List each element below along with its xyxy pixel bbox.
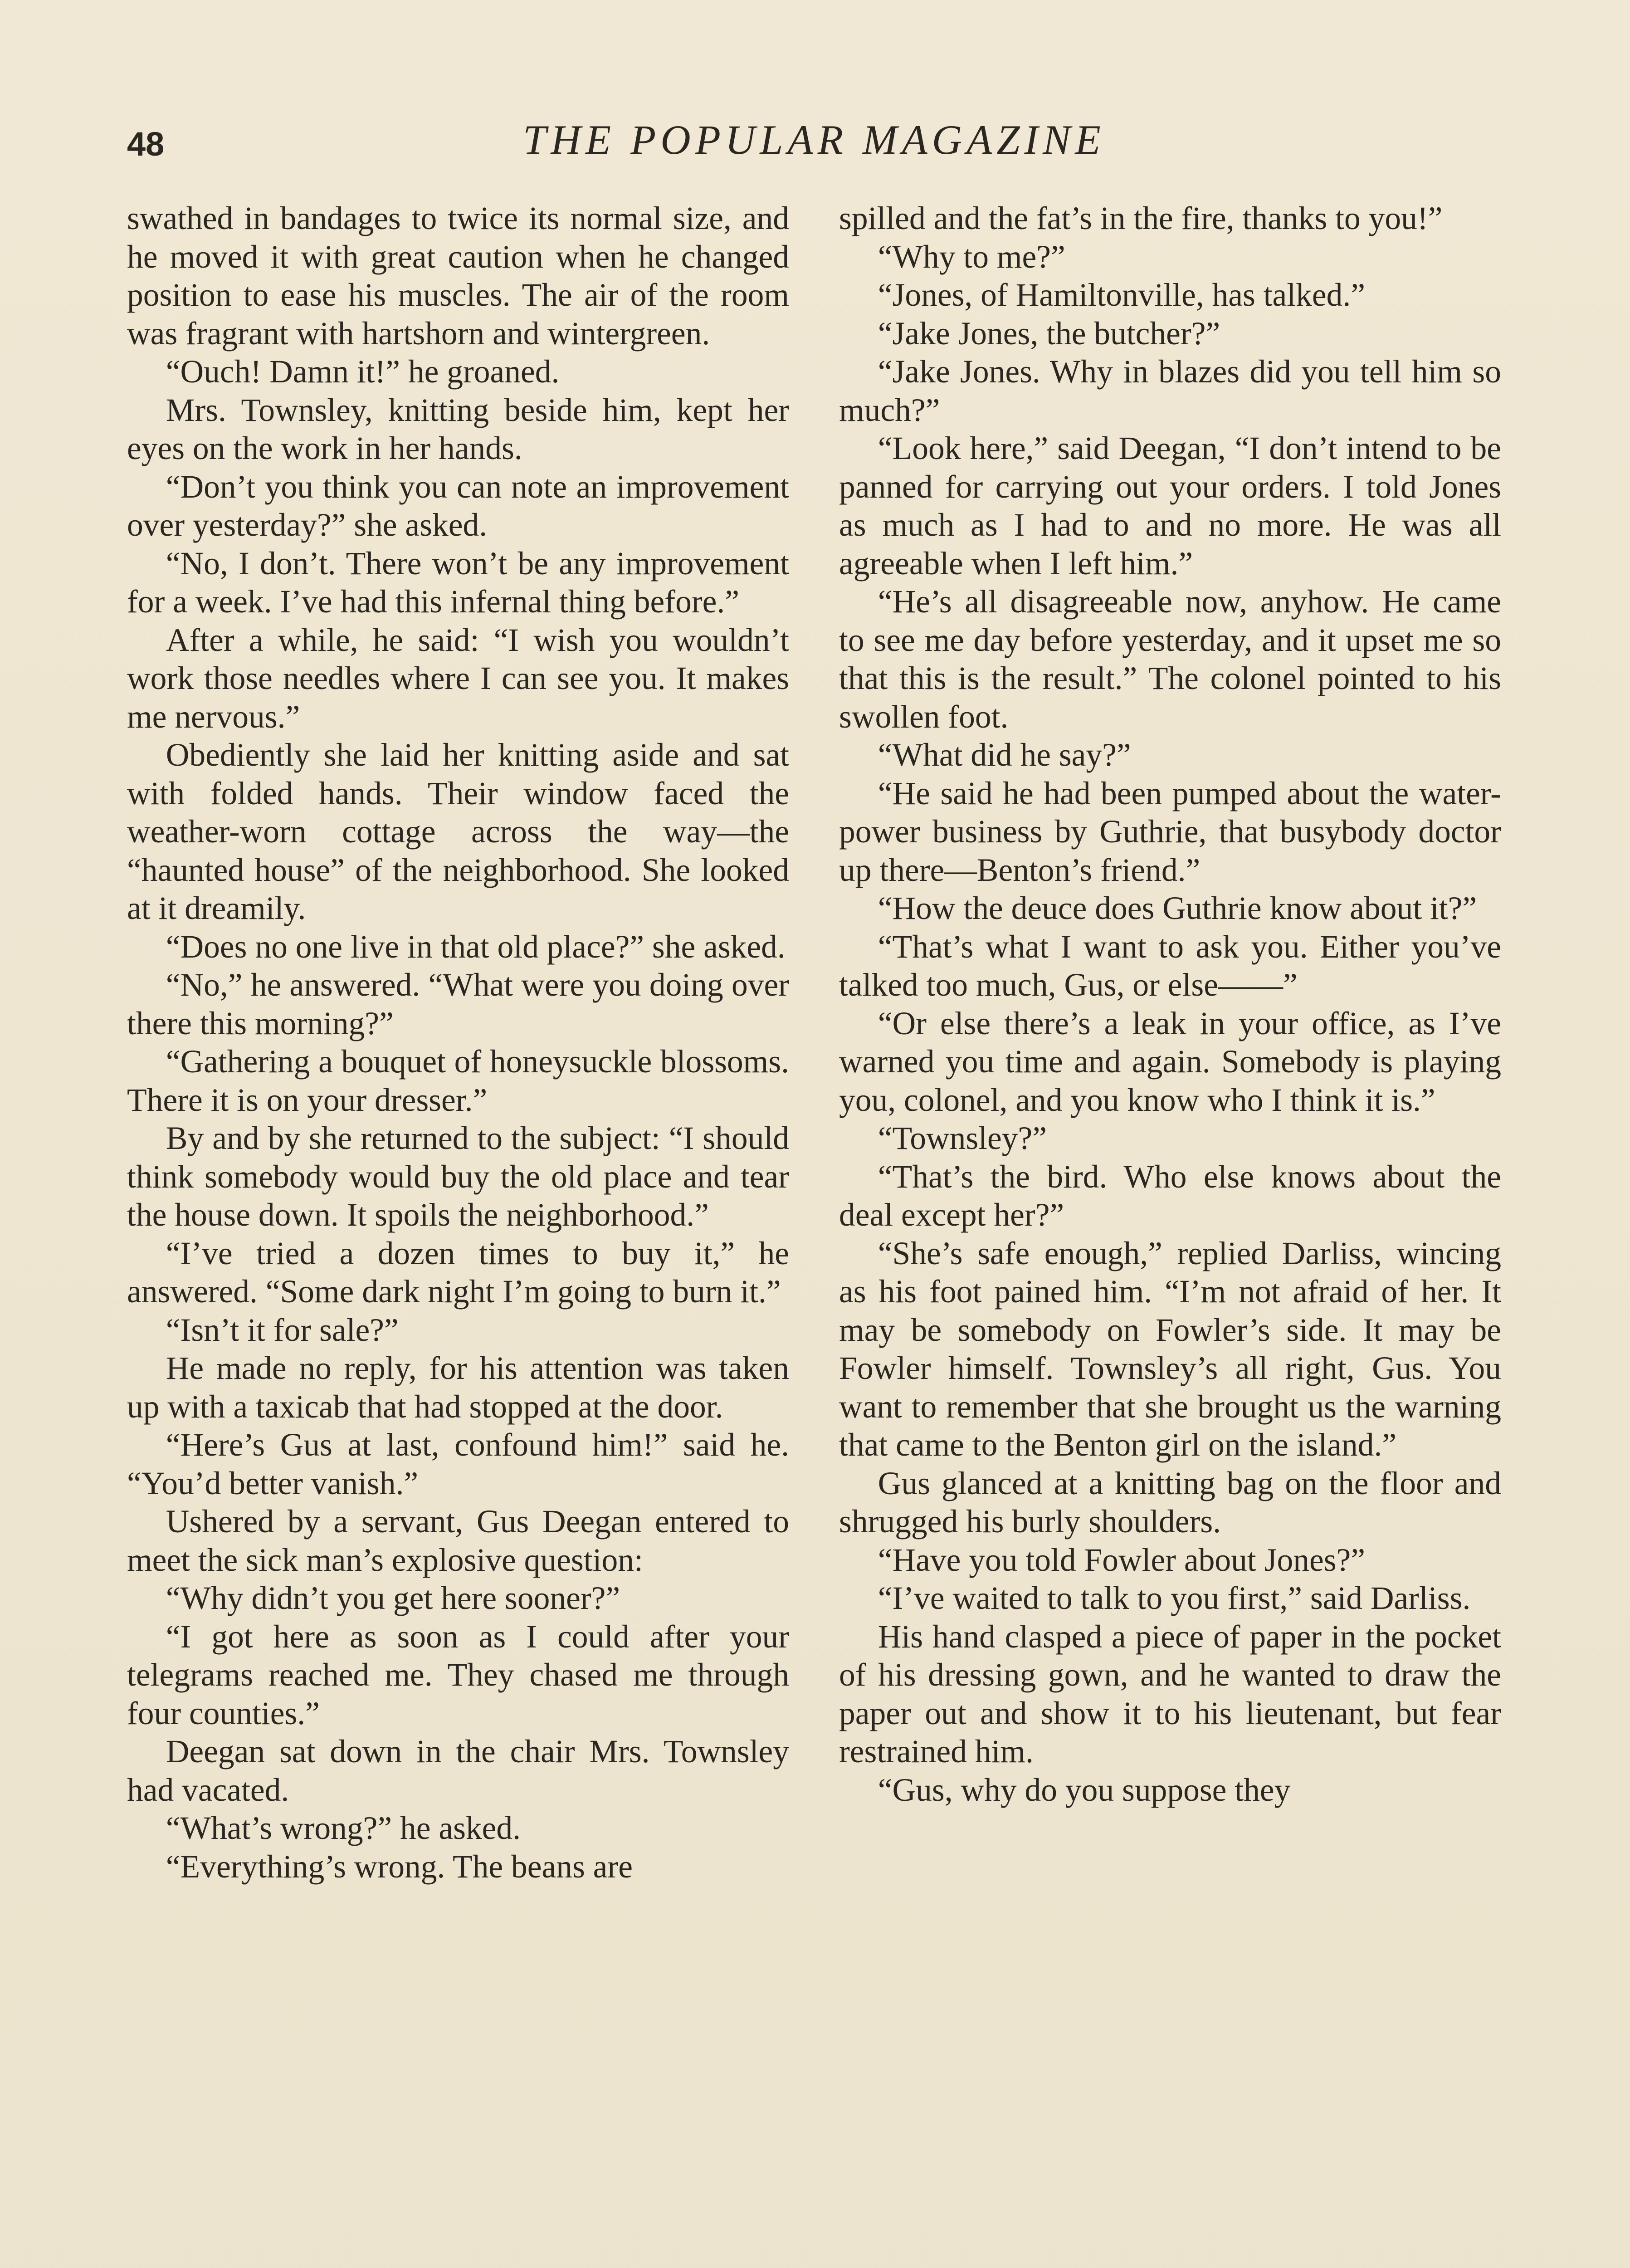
paragraph: “What’s wrong?” he asked. — [166, 1810, 521, 1846]
left-text-column — [127, 200, 789, 1886]
paragraph: “No,” he answered. “What were you doing over there this morning?” — [127, 967, 789, 1041]
paragraph: He made no reply, for his attention was taken up with a taxicab that had stopped at the door. — [127, 1350, 789, 1425]
paragraph: “Look here,” said Deegan, “I don’t intend to be panned for carrying out your orders. I told Jones as much as I had to and no more. He was all agreeable when I left him.” — [839, 430, 1501, 582]
paragraph: “Jones, of Hamiltonville, has talked.” — [878, 277, 1366, 313]
paragraph: “That’s what I want to ask you. Either you’ve talked too much, Gus, or else——” — [839, 929, 1501, 1003]
paragraph: “What did he say?” — [878, 737, 1131, 773]
paragraph: “That’s the bird. Who else knows about the deal except her?” — [839, 1158, 1501, 1233]
paragraph: Mrs. Townsley, knitting beside him, kept her eyes on the work in her hands. — [127, 392, 789, 466]
paragraph: Obediently she laid her knitting aside and sat with folded hands. Their window faced the weather-worn cottage across the way—the “haunted house” of the neighborhood. She looked at it dreamily. — [127, 737, 789, 926]
paragraph: “I got here as soon as I could after your telegrams reached me. They chased me through four counties.” — [127, 1618, 789, 1731]
page-header — [127, 116, 1501, 175]
paragraph: “Have you told Fowler about Jones?” — [878, 1542, 1366, 1578]
paragraph: “He’s all disagreeable now, anyhow. He came to see me day before yesterday, and it upset me so that this is the result.” The colonel pointed to his swollen foot. — [839, 584, 1501, 735]
paragraph: Gus glanced at a knitting bag on the floor and shrugged his burly shoulders. — [839, 1465, 1501, 1540]
paragraph: “Don’t you think you can note an improvement over yesterday?” she asked. — [127, 469, 789, 543]
paragraph: After a while, he said: “I wish you wouldn’t work those needles where I can see you. It makes me nervous.” — [127, 622, 789, 735]
paragraph: spilled and the fat’s in the fire, thanks to you!” — [839, 200, 1443, 236]
paragraph: “Does no one live in that old place?” she asked. — [166, 929, 786, 965]
page-number: 48 — [127, 125, 165, 163]
paragraph: “Why to me?” — [878, 239, 1065, 275]
paragraph: “No, I don’t. There won’t be any improvement for a week. I’ve had this infernal thing before.” — [127, 545, 789, 620]
paragraph: “Gus, why do you suppose they — [878, 1772, 1291, 1808]
paragraph: “I’ve waited to talk to you first,” said Darliss. — [878, 1580, 1471, 1616]
paragraph: “Townsley?” — [878, 1120, 1047, 1156]
paragraph: Deegan sat down in the chair Mrs. Townsley had vacated. — [127, 1734, 789, 1808]
paragraph: His hand clasped a piece of paper in the pocket of his dressing gown, and he wanted to draw the paper out and show it to his lieutenant, but fear restrained him. — [839, 1618, 1501, 1769]
paragraph: “How the deuce does Guthrie know about it?” — [878, 890, 1477, 926]
paragraph: “I’ve tried a dozen times to buy it,” he answered. “Some dark night I’m going to burn it.” — [127, 1235, 789, 1310]
paragraph: “Jake Jones, the butcher?” — [878, 315, 1220, 352]
paragraph: “Jake Jones. Why in blazes did you tell him so much?” — [839, 354, 1501, 428]
right-text-column — [839, 200, 1501, 1809]
paragraph: “He said he had been pumped about the water-power business by Guthrie, that busybody doctor up there—Benton’s friend.” — [839, 775, 1501, 888]
paragraph: Ushered by a servant, Gus Deegan entered to meet the sick man’s explosive question: — [127, 1504, 789, 1578]
paragraph: “Why didn’t you get here sooner?” — [166, 1580, 620, 1616]
paragraph: “Here’s Gus at last, confound him!” said he. “You’d better vanish.” — [127, 1427, 789, 1501]
paragraph: “Gathering a bouquet of honeysuckle blossoms. There it is on your dresser.” — [127, 1044, 789, 1118]
paragraph: By and by she returned to the subject: “I should think somebody would buy the old place and tear the house down. It spoils the neighborhood.” — [127, 1120, 789, 1233]
paragraph: “Isn’t it for sale?” — [166, 1312, 399, 1348]
paragraph: “Everything’s wrong. The beans are — [166, 1848, 633, 1885]
paragraph: swathed in bandages to twice its normal size, and he moved it with great caution when he changed position to ease his muscles. The air of the room was fragrant with hartshorn and wintergreen. — [127, 200, 789, 352]
paragraph: “Ouch! Damn it!” he groaned. — [166, 354, 560, 390]
running-title: THE POPULAR MAGAZINE — [523, 117, 1105, 163]
paragraph: “Or else there’s a leak in your office, as I’ve warned you time and again. Somebody is playing you, colonel, and you know who I think it is.” — [839, 1005, 1501, 1118]
paragraph: “She’s safe enough,” replied Darliss, wincing as his foot pained him. “I’m not afraid of her. It may be somebody on Fowler’s side. It may be Fowler himself. Townsley’s all right, Gus. You want to remember that she brought us the warning that came to the Benton girl on the island.” — [839, 1235, 1501, 1463]
